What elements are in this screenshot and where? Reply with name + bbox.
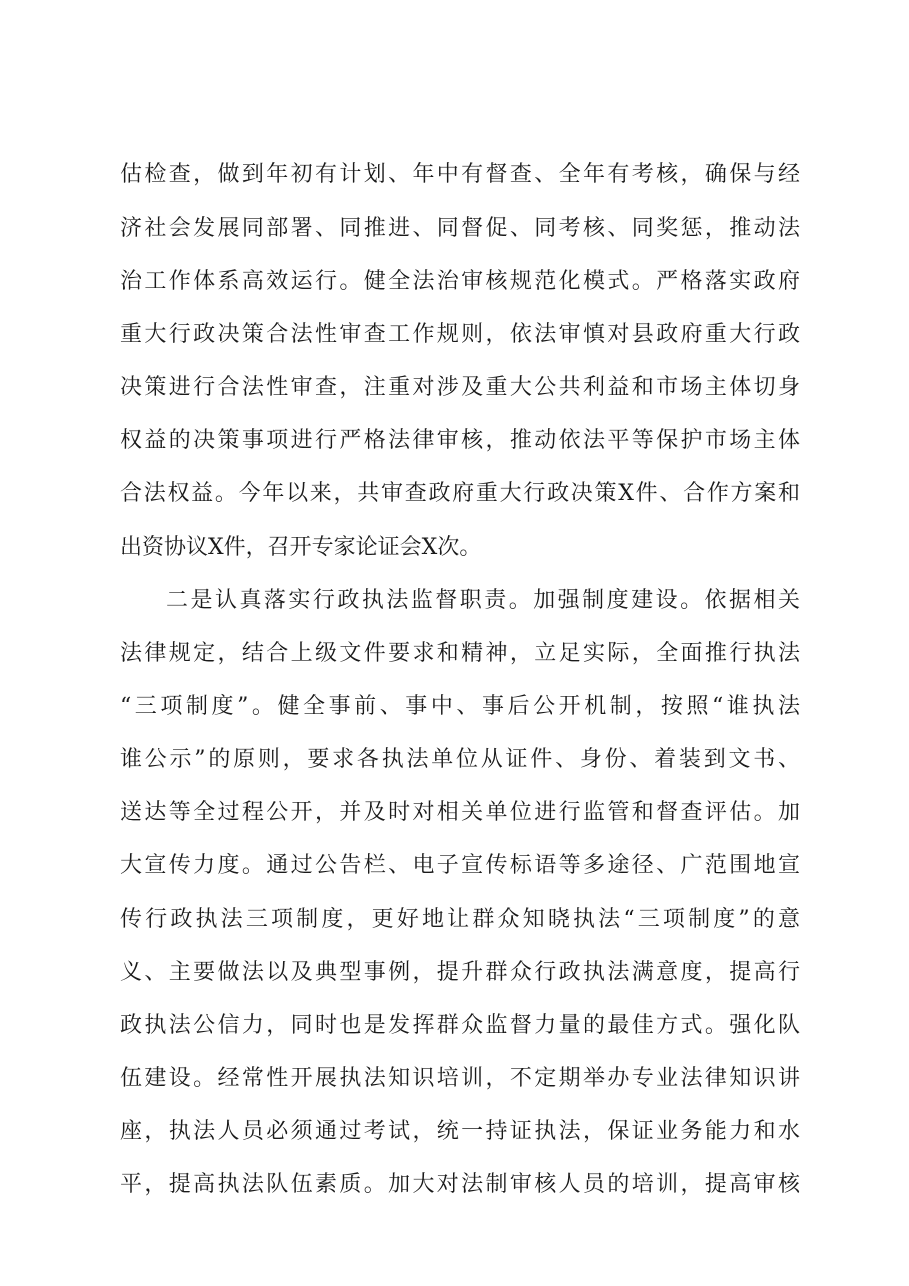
text-line: 传行政执法三项制度，更好地让群众知晓执法“三项制度”的意 — [120, 907, 800, 932]
text-line: 重大行政决策合法性审查工作规则，依法审慎对县政府重大行政 — [120, 322, 800, 347]
text-line: 座，执法人员必须通过考试，统一持证执法，保证业务能力和水 — [120, 1119, 800, 1144]
text-line: 决策进行合法性审查，注重对涉及重大公共利益和市场主体切身 — [120, 375, 800, 400]
paragraph-first-line: 二是认真落实行政执法监督职责。加强制度建设。依据相关 — [166, 588, 800, 613]
text-line: 送达等全过程公开，并及时对相关单位进行监管和督查评估。加 — [120, 800, 800, 825]
text-line: 义、主要做法以及典型事例，提升群众行政执法满意度，提高行 — [120, 960, 800, 985]
text-line: 合法权益。今年以来，共审查政府重大行政决策X件、合作方案和 — [120, 481, 800, 506]
text-line: “三项制度”。健全事前、事中、事后公开机制，按照“谁执法 — [120, 694, 800, 719]
text-line: 政执法公信力，同时也是发挥群众监督力量的最佳方式。强化队 — [120, 1013, 800, 1038]
text-line: 法律规定，结合上级文件要求和精神，立足实际，全面推行执法 — [120, 641, 800, 666]
text-line: 济社会发展同部署、同推进、同督促、同考核、同奖惩，推动法 — [120, 216, 800, 241]
text-line: 平，提高执法队伍素质。加大对法制审核人员的培训，提高审核 — [120, 1172, 800, 1197]
text-line: 谁公示”的原则，要求各执法单位从证件、身份、着装到文书、 — [120, 747, 800, 772]
text-line: 权益的决策事项进行严格法律审核，推动依法平等保护市场主体 — [120, 428, 800, 453]
text-line: 治工作体系高效运行。健全法治审核规范化模式。严格落实政府 — [120, 269, 800, 294]
text-line: 出资协议X件，召开专家论证会X次。 — [120, 535, 482, 560]
text-line: 估检查，做到年初有计划、年中有督查、全年有考核，确保与经 — [120, 162, 800, 187]
text-line: 伍建设。经常性开展执法知识培训，不定期举办专业法律知识讲 — [120, 1066, 800, 1091]
text-line: 大宣传力度。通过公告栏、电子宣传标语等多途径、广范围地宣 — [120, 853, 800, 878]
